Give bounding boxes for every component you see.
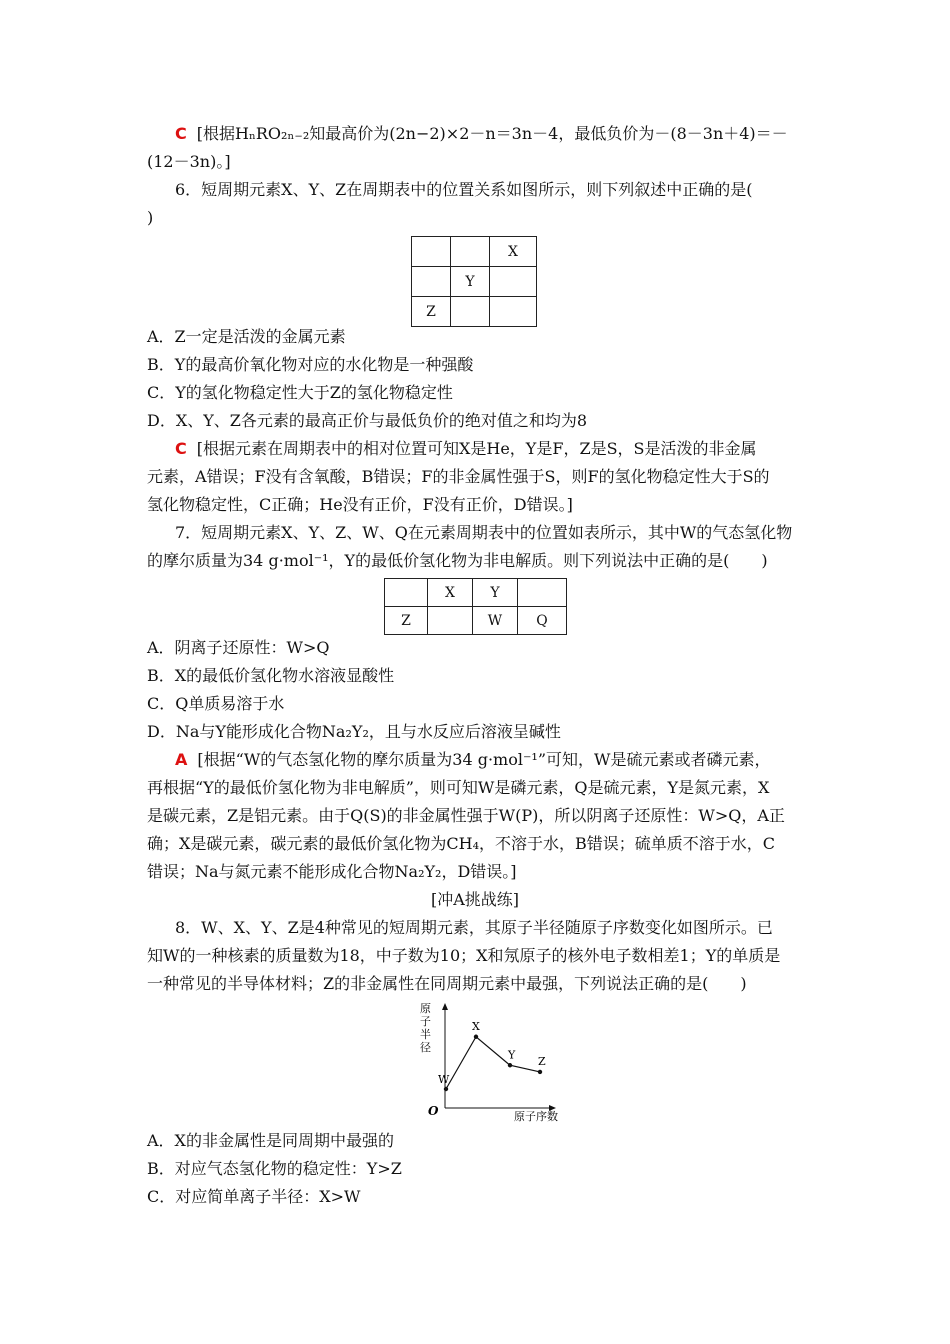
q8-option-c: C．对应简单离子半径：X>W: [147, 1187, 361, 1206]
q6-option-d: D．X、Y、Z各元素的最高正价与最低负价的绝对值之和均为8: [147, 411, 588, 430]
q8-stem-line: 一种常见的半导体材料；Z的非金属性在同周期元素中最强，下列说法正确的是( ): [147, 974, 747, 993]
grid-cell: X: [490, 237, 537, 267]
q8-option-a: A．X的非金属性是同周期中最强的: [147, 1131, 394, 1150]
grid-cell: Y: [451, 267, 490, 297]
q6-option-a: A．Z一定是活泼的金属元素: [147, 327, 346, 346]
answer-text: [根据元素在周期表中的相对位置可知X是He，Y是F，Z是S，S是活泼的非金属: [196, 439, 757, 458]
q5-answer-cont: (12－3n)。]: [147, 152, 231, 171]
section-title: [冲A挑战练]: [430, 890, 520, 909]
grid-cell: [412, 267, 451, 297]
grid-cell: Z: [412, 297, 451, 327]
data-point-w: [444, 1087, 448, 1091]
q6-stem-cont: ): [147, 208, 154, 227]
y-axis-arrow: [442, 1003, 448, 1010]
q6-periodic-grid: [411, 236, 537, 327]
grid-cell: Z: [385, 607, 428, 635]
y-label-char: 子: [420, 1015, 431, 1028]
grid-cell: [385, 579, 428, 607]
q6-option-c: C．Y的氢化物稳定性大于Z的氢化物稳定性: [147, 383, 453, 402]
grid-cell: [451, 297, 490, 327]
point-label-z: Z: [538, 1054, 546, 1068]
q7-stem: 7．短周期元素X、Y、Z、W、Q在元素周期表中的位置如表所示，其中W的气态氢化物: [175, 523, 793, 542]
data-point-y: [508, 1063, 512, 1067]
answer-letter: C: [175, 124, 187, 143]
data-point-z: [538, 1070, 542, 1074]
grid-cell: [490, 267, 537, 297]
q7-stem-cont: 的摩尔质量为34 g·mol⁻¹，Y的最低价氢化物为非电解质。则下列说法中正确的是( ): [147, 551, 768, 570]
q5-answer-line: [175, 124, 788, 144]
point-label-w: W: [438, 1073, 450, 1086]
q7-expl-line: 再根据“Y的最低价氢化物为非电解质”，则可知W是磷元素，Q是硫元素，Y是氮元素，X: [147, 778, 770, 797]
y-axis-label: [420, 1002, 431, 1054]
grid-cell: [490, 297, 537, 327]
grid-cell: [412, 237, 451, 267]
series-line: [446, 1037, 540, 1089]
grid-cell: X: [428, 579, 473, 607]
data-point-x: [474, 1035, 478, 1039]
y-label-char: 半: [420, 1028, 431, 1041]
answer-text: [根据HₙRO₂ₙ₋₂知最高价为(2n−2)×2－n＝3n－4，最低负价为－(8－3n＋4)＝－: [196, 124, 788, 143]
grid-cell: [518, 579, 567, 607]
q7-expl-line: 错误；Na与氮元素不能形成化合物Na₂Y₂，D错误。]: [147, 862, 517, 881]
grid-cell: [428, 607, 473, 635]
grid-cell: [451, 237, 490, 267]
q7-option-d: D．Na与Y能形成化合物Na₂Y₂，且与水反应后溶液呈碱性: [147, 722, 561, 741]
q8-option-b: B．对应气态氢化物的稳定性：Y>Z: [147, 1159, 402, 1178]
q7-expl-line: 是碳元素，Z是铝元素。由于Q(S)的非金属性强于W(P)，所以阴离子还原性：W>Q，A正: [147, 806, 785, 825]
q6-option-b: B．Y的最高价氧化物对应的水化物是一种强酸: [147, 355, 474, 374]
q6-answer-line: [175, 439, 757, 459]
q8-stem: 8．W、X、Y、Z是4种常见的短周期元素，其原子半径随原子序数变化如图所示。已: [175, 918, 773, 937]
q7-answer-line: [175, 750, 770, 770]
answer-letter: A: [175, 750, 188, 769]
answer-letter: C: [175, 439, 187, 458]
point-label-x: X: [472, 1019, 480, 1033]
q6-expl-line: 氢化物稳定性，C正确；He没有正价，F没有正价，D错误。]: [147, 495, 573, 514]
q7-expl-line: 确；X是碳元素，碳元素的最低价氢化物为CH₄，不溶于水，B错误；硫单质不溶于水，C: [147, 834, 776, 853]
point-label-y: Y: [508, 1048, 516, 1062]
answer-text: [根据“W的气态氢化物的摩尔质量为34 g·mol⁻¹”可知，W是硫元素或者磷元素，: [197, 750, 771, 769]
q7-option-b: B．X的最低价氢化物水溶液显酸性: [147, 666, 395, 685]
q7-periodic-grid: [384, 578, 567, 635]
q6-stem: 6．短周期元素X、Y、Z在周期表中的位置关系如图所示，则下列叙述中正确的是(: [175, 180, 753, 199]
grid-cell: W: [473, 607, 518, 635]
q6-expl-line: 元素，A错误；F没有含氧酸，B错误；F的非金属性强于S，则F的氢化物稳定性大于S的: [147, 467, 770, 486]
atomic-radius-chart: [400, 1000, 590, 1130]
origin-label: O: [428, 1104, 439, 1118]
q8-stem-line: 知W的一种核素的质量数为18，中子数为10；X和氖原子的核外电子数相差1；Y的单质是: [147, 946, 781, 965]
y-label-char: 径: [420, 1041, 431, 1054]
q7-option-c: C．Q单质易溶于水: [147, 694, 285, 713]
q7-option-a: A．阴离子还原性：W>Q: [147, 638, 330, 657]
x-axis-label: 原子序数: [514, 1110, 558, 1123]
grid-cell: Y: [473, 579, 518, 607]
y-label-char: 原: [420, 1002, 431, 1015]
grid-cell: Q: [518, 607, 567, 635]
